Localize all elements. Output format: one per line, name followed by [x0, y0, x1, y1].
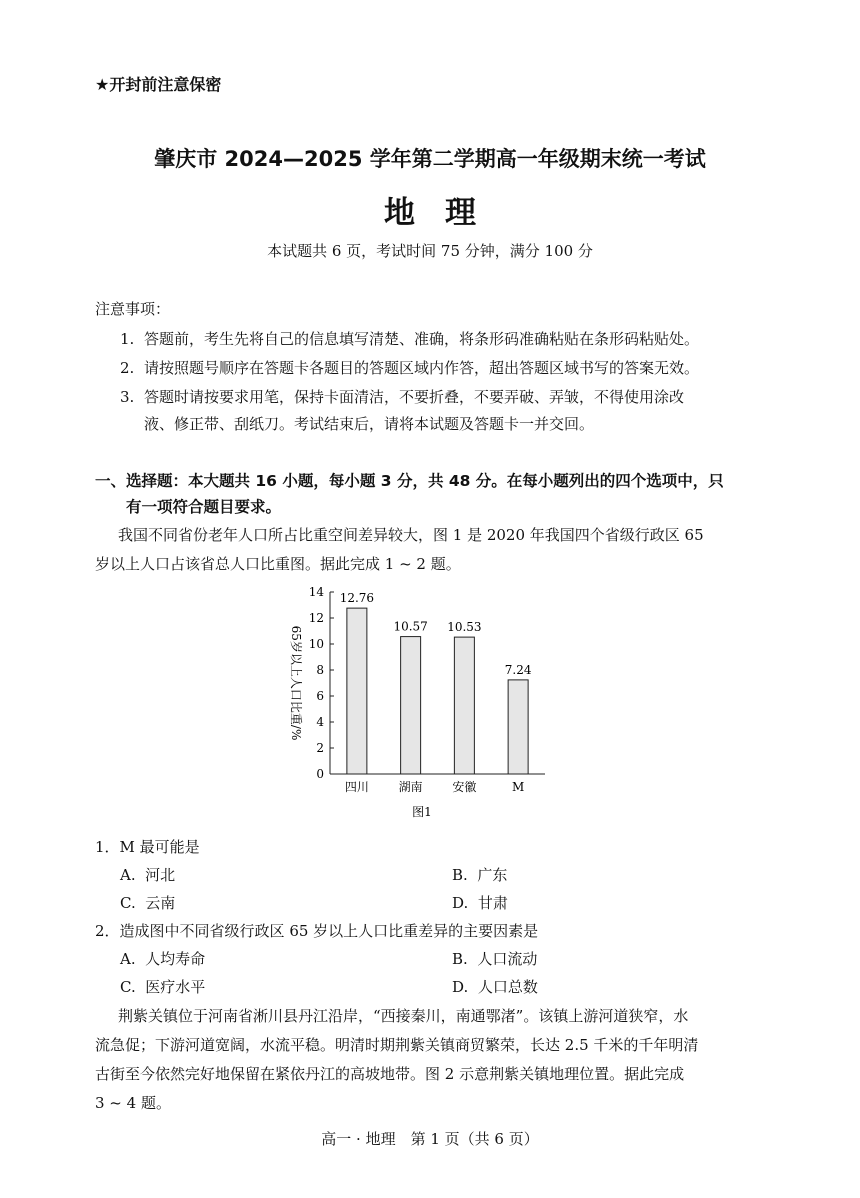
question-2-stem: 2．造成图中不同省级行政区 65 岁以上人口比重差异的主要因素是	[95, 922, 539, 940]
subject-title: 地理	[384, 195, 506, 231]
option-text: 甘肃	[477, 894, 508, 912]
option-text: 广东	[477, 866, 508, 884]
y-axis-label: 65岁以上人口比重/%	[289, 625, 303, 741]
bar	[347, 608, 367, 774]
option-label: B.	[452, 950, 468, 968]
option-label: D.	[452, 894, 469, 912]
x-tick-label: M	[511, 780, 525, 794]
figure-caption: 图1	[412, 805, 432, 819]
note-number: 1.	[120, 330, 135, 348]
question-1-option-b	[452, 864, 507, 885]
option-label: B.	[452, 866, 468, 884]
bar	[401, 637, 421, 774]
note-number: 2.	[120, 359, 135, 377]
note-item	[120, 386, 780, 407]
note-item	[120, 328, 780, 349]
section-heading: 一、选择题：本大题共 16 小题，每小题 3 分，共 48 分。在每小题列出的四个选项中，只	[95, 472, 724, 490]
x-tick-label: 湖南	[398, 780, 423, 794]
question-2-option-d	[452, 976, 538, 997]
option-label: D.	[452, 978, 469, 996]
y-tick-label: 6	[316, 689, 324, 703]
question-1-stem: 1．M 最可能是	[95, 838, 200, 856]
question-2-option-c	[120, 976, 205, 997]
option-text: 人口总数	[477, 978, 538, 996]
bar	[508, 680, 528, 774]
y-tick-label: 14	[308, 585, 324, 599]
bar	[454, 637, 474, 774]
question-1-option-d	[452, 892, 508, 913]
passage-paragraph-continued: 3 ~ 4 题。	[95, 1094, 171, 1112]
note-item	[120, 357, 780, 378]
data-label: 10.53	[447, 620, 482, 635]
section-heading-continued: 有一项符合题目要求。	[126, 498, 282, 516]
passage-paragraph-continued: 古街至今依然完好地保留在紧依丹江的高坡地带。图 2 示意荆紫关镇地理位置。据此完成	[95, 1065, 685, 1083]
bar-chart	[270, 578, 570, 828]
y-tick-label: 10	[308, 637, 324, 651]
option-text: 人口流动	[477, 950, 538, 968]
x-tick-label: 四川	[344, 780, 369, 794]
question-1-option-c	[120, 892, 175, 913]
data-label: 12.76	[339, 591, 375, 606]
option-label: A.	[120, 950, 136, 968]
intro-paragraph-continued: 岁以上人口占该省总人口比重图。据此完成 1 ~ 2 题。	[95, 555, 461, 573]
y-tick-label: 4	[316, 715, 324, 729]
confidential-notice: ★开封前注意保密	[95, 75, 222, 94]
passage-paragraph: 荆紫关镇位于河南省淅川县丹江沿岸，“西接秦川，南通鄂渚”。该镇上游河道狭窄，水	[118, 1007, 689, 1025]
option-text: 云南	[145, 894, 176, 912]
option-text: 河北	[145, 866, 176, 884]
intro-paragraph: 我国不同省份老年人口所占比重空间差异较大，图 1 是 2020 年我国四个省级行政区 65	[118, 526, 704, 544]
data-label: 7.24	[504, 662, 532, 677]
y-tick-label: 12	[308, 611, 324, 625]
exam-info: 本试题共 6 页，考试时间 75 分钟，满分 100 分	[267, 242, 593, 260]
y-tick-label: 0	[316, 767, 324, 781]
option-text: 人均寿命	[145, 950, 206, 968]
option-label: A.	[120, 866, 136, 884]
x-tick-label: 安徽	[452, 780, 477, 794]
note-text-continued: 液、修正带、刮纸刀。考试结束后，请将本试题及答题卡一并交回。	[144, 415, 595, 433]
y-tick-label: 8	[316, 663, 324, 677]
notes-heading: 注意事项：	[95, 300, 171, 318]
passage-paragraph-continued: 流急促；下游河道宽阔，水流平稳。明清时期荆紫关镇商贸繁荣，长达 2.5 千米的千年明清	[95, 1036, 699, 1054]
note-number: 3.	[120, 388, 135, 406]
data-label: 10.57	[393, 619, 428, 634]
exam-title: 肇庆市 2024—2025 学年第二学期高一年级期末统一考试	[154, 147, 706, 171]
question-2-option-b	[452, 948, 537, 969]
y-tick-label: 2	[316, 741, 324, 755]
question-1-option-a	[120, 864, 175, 885]
option-text: 医疗水平	[145, 978, 206, 996]
page-footer: 高一 · 地理 第 1 页（共 6 页）	[321, 1130, 539, 1148]
option-label: C.	[120, 894, 136, 912]
note-text: 答题前，考生先将自己的信息填写清楚、准确，将条形码准确粘贴在条形码粘贴处。	[144, 330, 700, 348]
option-label: C.	[120, 978, 136, 996]
question-2-option-a	[120, 948, 205, 969]
note-text: 答题时请按要求用笔，保持卡面清洁，不要折叠，不要弄破、弄皱，不得使用涂改	[144, 388, 685, 406]
note-text: 请按照题号顺序在答题卡各题目的答题区域内作答，超出答题区域书写的答案无效。	[144, 359, 700, 377]
